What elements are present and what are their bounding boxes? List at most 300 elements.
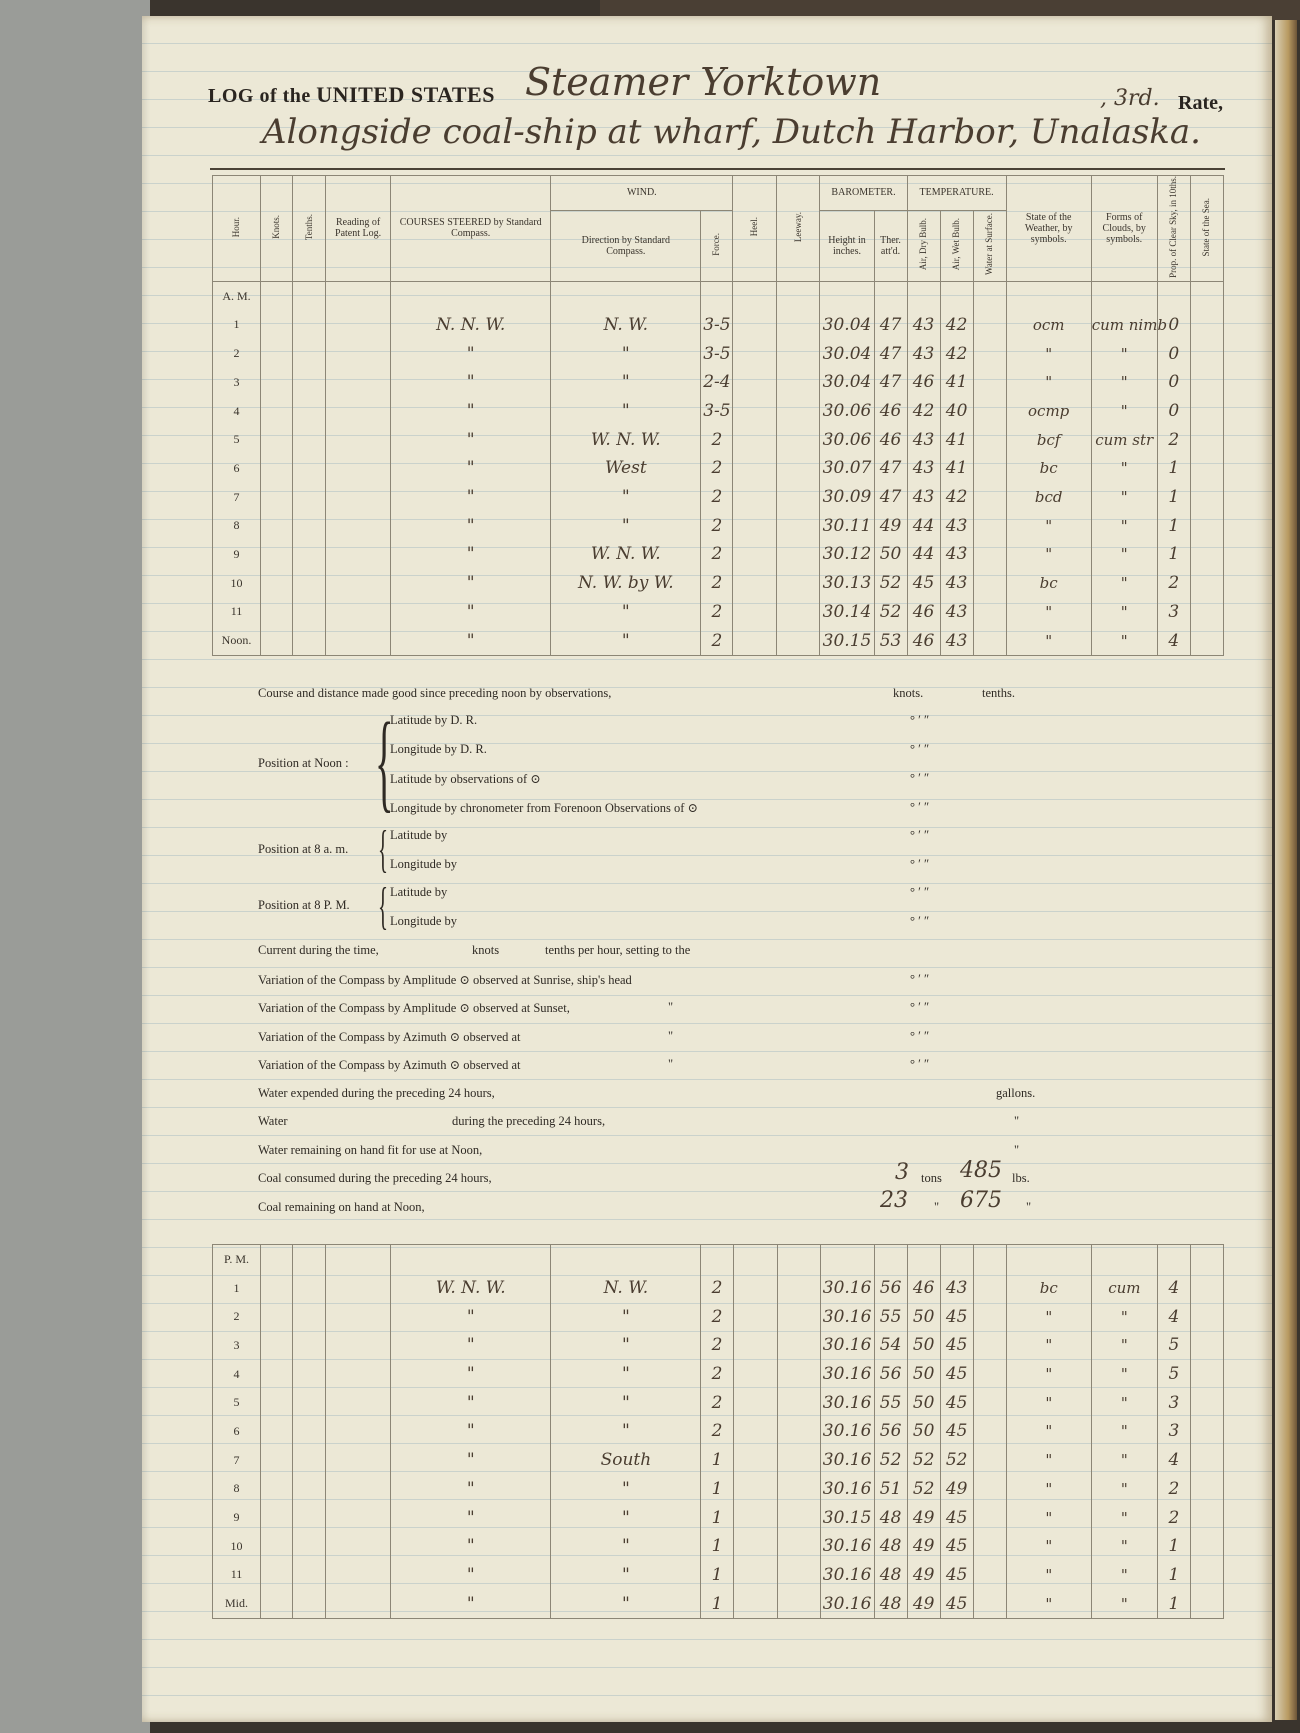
cell-dry: 44 (907, 540, 940, 569)
cell-weather: " (1006, 1589, 1091, 1618)
cell-wet: 42 (940, 339, 973, 368)
cell-wind: " (551, 597, 701, 626)
cell-clear: 4 (1157, 1302, 1190, 1331)
col-wind: WIND. (551, 176, 733, 211)
cell-clouds: " (1091, 339, 1157, 368)
cell-weather: ocmp (1006, 397, 1091, 426)
cell-force: 2 (701, 569, 733, 598)
cell-clear: 1 (1157, 454, 1190, 483)
cell-ther: 48 (874, 1503, 907, 1532)
position-8am-label: Position at 8 a. m. (258, 842, 349, 856)
ship-location: Alongside coal-ship at wharf, Dutch Harbor, Unalaska. (262, 112, 1201, 152)
degree-marks: ° ′ ″ (910, 742, 930, 756)
header-rule (210, 168, 1225, 170)
variation-azimuth-2: Variation of the Compass by Azimuth ⊙ observed at (258, 1058, 521, 1072)
cell-wind: " (551, 1302, 701, 1331)
cell-hour: 8 (213, 511, 261, 540)
cell-clear: 0 (1157, 339, 1190, 368)
cell-clouds: " (1091, 597, 1157, 626)
cell-baro: 30.16 (820, 1561, 874, 1590)
cell-ther: 55 (874, 1388, 907, 1417)
cell-force: 1 (701, 1561, 733, 1590)
cell-course: " (391, 1302, 551, 1331)
cell-clouds: " (1091, 1331, 1157, 1360)
cell-weather: " (1006, 1561, 1091, 1590)
cell-wet: 45 (940, 1532, 973, 1561)
log-row (213, 1475, 1224, 1504)
coal-consumed-lbs: 485 (960, 1158, 1002, 1183)
cell-weather: " (1006, 1417, 1091, 1446)
cell-force: 2 (701, 626, 733, 655)
position-8pm-label: Position at 8 P. M. (258, 898, 350, 912)
cell-weather: bc (1006, 1274, 1091, 1303)
lat-8am-label: Latitude by (390, 828, 448, 842)
cell-baro: 30.15 (820, 1503, 874, 1532)
cell-course: " (391, 626, 551, 655)
log-title: LOG of the UNITED STATES (208, 82, 495, 107)
cell-hour: 3 (213, 1331, 261, 1360)
cell-wet: 41 (940, 454, 973, 483)
cell-weather: " (1006, 1475, 1091, 1504)
cell-baro: 30.04 (820, 311, 874, 340)
degree-marks: ° ′ ″ (910, 828, 930, 842)
cell-ther: 56 (874, 1417, 907, 1446)
cell-clouds: " (1091, 511, 1157, 540)
cell-course: " (391, 454, 551, 483)
cell-wind: N. W. by W. (551, 569, 701, 598)
cell-baro: 30.16 (820, 1331, 874, 1360)
cell-wind: " (551, 339, 701, 368)
water-mid: during the preceding 24 hours, (452, 1114, 606, 1128)
cell-force: 2 (701, 597, 733, 626)
cell-wind: " (551, 1360, 701, 1389)
water-line: Water (258, 1114, 288, 1128)
log-row (213, 1388, 1224, 1417)
cell-clear: 3 (1157, 597, 1190, 626)
cell-wind: " (551, 626, 701, 655)
cell-force: 1 (701, 1503, 733, 1532)
cell-baro: 30.16 (820, 1417, 874, 1446)
cell-dry: 45 (907, 569, 940, 598)
cell-wet: 40 (940, 397, 973, 426)
current-line: Current during the time, (258, 943, 379, 957)
cell-course: " (391, 1331, 551, 1360)
cell-wind: " (551, 1388, 701, 1417)
cell-dry: 46 (907, 597, 940, 626)
vessel-name: Steamer Yorktown (525, 60, 882, 104)
cell-ther: 55 (874, 1302, 907, 1331)
degree-marks: ° ′ ″ (910, 1000, 930, 1014)
degree-marks: ° ′ ″ (910, 885, 930, 899)
cell-hour: 2 (213, 339, 261, 368)
cell-clouds: " (1091, 540, 1157, 569)
cell-dry: 50 (907, 1417, 940, 1446)
cell-baro: 30.16 (820, 1475, 874, 1504)
cell-dry: 43 (907, 454, 940, 483)
cell-ther: 47 (874, 311, 907, 340)
col-sea: State of the Sea. (1190, 176, 1223, 282)
cell-baro: 30.11 (820, 511, 874, 540)
cell-wet: 43 (940, 511, 973, 540)
cell-baro: 30.16 (820, 1589, 874, 1618)
cell-wet: 41 (940, 425, 973, 454)
cell-hour: 4 (213, 397, 261, 426)
cell-dry: 49 (907, 1561, 940, 1590)
cell-force: 2 (701, 1274, 733, 1303)
lat-8pm-label: Latitude by (390, 885, 448, 899)
log-row (213, 311, 1224, 340)
cell-weather: " (1006, 1388, 1091, 1417)
cell-dry: 43 (907, 311, 940, 340)
cell-baro: 30.16 (820, 1388, 874, 1417)
cell-weather: bc (1006, 454, 1091, 483)
cell-course: " (391, 540, 551, 569)
col-height: Height in inches. (820, 210, 874, 281)
cell-course: " (391, 1561, 551, 1590)
cell-wet: 43 (940, 1274, 973, 1303)
cell-clouds: " (1091, 1532, 1157, 1561)
lon-8am-label: Longitude by (390, 857, 458, 871)
cell-ther: 48 (874, 1589, 907, 1618)
cell-hour: 5 (213, 425, 261, 454)
cell-clouds: " (1091, 1475, 1157, 1504)
cell-ther: 51 (874, 1475, 907, 1504)
water-remaining: Water remaining on hand fit for use at Noon, (258, 1143, 483, 1157)
cell-clouds: " (1091, 1417, 1157, 1446)
lon-chron-label: Longitude by chronometer from Forenoon Observations of ⊙ (390, 801, 698, 815)
cell-force: 2-4 (701, 368, 733, 397)
cell-force: 2 (701, 425, 733, 454)
cell-wet: 45 (940, 1417, 973, 1446)
cell-hour: 7 (213, 483, 261, 512)
col-patent-log: Reading of Patent Log. (326, 176, 391, 282)
cell-dry: 43 (907, 425, 940, 454)
am-label: A. M. (213, 281, 261, 310)
cell-weather: " (1006, 1503, 1091, 1532)
col-clouds: Forms of Clouds, by symbols. (1091, 176, 1157, 282)
cell-clear: 5 (1157, 1360, 1190, 1389)
cell-baro: 30.07 (820, 454, 874, 483)
coal-remaining-tons: 23 (880, 1188, 908, 1213)
log-row (213, 626, 1224, 655)
cell-ther: 56 (874, 1360, 907, 1389)
ditto-mark: " (1014, 1114, 1020, 1128)
noon-brace: { (375, 700, 394, 822)
cell-wind: " (551, 1475, 701, 1504)
cell-clear: 1 (1157, 1561, 1190, 1590)
degree-marks: ° ′ ″ (910, 857, 930, 871)
cell-wet: 43 (940, 597, 973, 626)
cell-clouds: cum str (1091, 425, 1157, 454)
col-barometer: BAROMETER. (820, 176, 907, 211)
cell-wind: W. N. W. (551, 540, 701, 569)
cell-ther: 49 (874, 511, 907, 540)
cell-force: 3-5 (701, 311, 733, 340)
log-row (213, 454, 1224, 483)
cell-course: W. N. W. (391, 1274, 551, 1303)
lbs-label: lbs. (1012, 1171, 1030, 1185)
cell-weather: bcf (1006, 425, 1091, 454)
degree-marks: ° ′ ″ (910, 972, 930, 986)
cell-wet: 45 (940, 1589, 973, 1618)
cell-dry: 49 (907, 1589, 940, 1618)
cell-clear: 1 (1157, 511, 1190, 540)
degree-marks: ° ′ ″ (910, 800, 930, 814)
log-row (213, 368, 1224, 397)
cell-course: " (391, 425, 551, 454)
cell-wet: 45 (940, 1388, 973, 1417)
cell-dry: 50 (907, 1302, 940, 1331)
cell-dry: 42 (907, 397, 940, 426)
cell-clear: 3 (1157, 1417, 1190, 1446)
log-row (213, 597, 1224, 626)
lat-dr-label: Latitude by D. R. (390, 713, 478, 727)
col-wind-direction: Direction by Standard Compass. (551, 210, 701, 281)
cell-course: " (391, 569, 551, 598)
cell-course: " (391, 511, 551, 540)
coal-remaining: Coal remaining on hand at Noon, (258, 1200, 425, 1214)
cell-baro: 30.16 (820, 1274, 874, 1303)
cell-dry: 52 (907, 1446, 940, 1475)
log-row (213, 1302, 1224, 1331)
cell-weather: " (1006, 1360, 1091, 1389)
coal-consumed-tons: 3 (895, 1160, 909, 1185)
cell-weather: bcd (1006, 483, 1091, 512)
log-row (213, 1589, 1224, 1618)
cell-wet: 45 (940, 1561, 973, 1590)
cell-hour: Noon. (213, 626, 261, 655)
col-clear-sky: Prop. of Clear Sky, in 10ths. (1157, 176, 1190, 282)
8pm-brace: { (378, 878, 388, 935)
log-row (213, 1274, 1224, 1303)
cell-wet: 43 (940, 540, 973, 569)
cell-baro: 30.13 (820, 569, 874, 598)
cell-wet: 52 (940, 1446, 973, 1475)
cell-wet: 45 (940, 1302, 973, 1331)
cell-force: 2 (701, 1417, 733, 1446)
log-row (213, 569, 1224, 598)
tons-label: tons (921, 1171, 942, 1185)
cell-dry: 50 (907, 1388, 940, 1417)
cell-clear: 3 (1157, 1388, 1190, 1417)
cell-ther: 47 (874, 454, 907, 483)
log-row (213, 1331, 1224, 1360)
col-water-surface: Water at Surface. (973, 210, 1006, 281)
cell-weather: ocm (1006, 311, 1091, 340)
cell-baro: 30.16 (820, 1446, 874, 1475)
cell-weather: " (1006, 1331, 1091, 1360)
cell-wind: West (551, 454, 701, 483)
variation-sunrise: Variation of the Compass by Amplitude ⊙ observed at Sunrise, ship's head (258, 973, 632, 987)
cell-course: N. N. W. (391, 311, 551, 340)
cell-hour: 2 (213, 1302, 261, 1331)
cell-course: " (391, 339, 551, 368)
cell-clouds: " (1091, 1589, 1157, 1618)
cell-hour: 6 (213, 454, 261, 483)
log-row (213, 397, 1224, 426)
cell-baro: 30.06 (820, 397, 874, 426)
cell-ther: 47 (874, 483, 907, 512)
cell-wet: 43 (940, 626, 973, 655)
cell-force: 2 (701, 1388, 733, 1417)
cell-wet: 43 (940, 569, 973, 598)
cell-course: " (391, 597, 551, 626)
cell-weather: " (1006, 1532, 1091, 1561)
cell-course: " (391, 1532, 551, 1561)
cell-dry: 49 (907, 1532, 940, 1561)
degree-marks: ° ′ ″ (910, 914, 930, 928)
cell-force: 2 (701, 483, 733, 512)
cell-wind: W. N. W. (551, 425, 701, 454)
log-row (213, 1417, 1224, 1446)
ditto-mark: " (1014, 1143, 1020, 1157)
ditto-mark: " (668, 1029, 674, 1043)
cell-hour: 5 (213, 1388, 261, 1417)
cell-baro: 30.16 (820, 1360, 874, 1389)
cell-wet: 45 (940, 1331, 973, 1360)
cell-force: 2 (701, 1302, 733, 1331)
lat-obs-label: Latitude by observations of ⊙ (390, 772, 541, 786)
cell-weather: " (1006, 368, 1091, 397)
page-edge (1275, 20, 1297, 1720)
cell-wind: N. W. (551, 311, 701, 340)
col-weather: State of the Weather, by symbols. (1006, 176, 1091, 282)
cell-clouds: " (1091, 368, 1157, 397)
cell-wind: " (551, 1532, 701, 1561)
cell-force: 1 (701, 1475, 733, 1504)
cell-clear: 4 (1157, 1274, 1190, 1303)
log-row (213, 1561, 1224, 1590)
col-heel: Heel. (733, 176, 777, 282)
cell-hour: 8 (213, 1475, 261, 1504)
log-row (213, 1360, 1224, 1389)
cell-dry: 43 (907, 339, 940, 368)
cell-force: 2 (701, 454, 733, 483)
cell-wind: " (551, 1561, 701, 1590)
cell-clouds: " (1091, 569, 1157, 598)
cell-clouds: " (1091, 1561, 1157, 1590)
cell-hour: Mid. (213, 1589, 261, 1618)
log-row (213, 511, 1224, 540)
col-courses: COURSES STEERED by Standard Compass. (391, 176, 551, 282)
log-row (213, 483, 1224, 512)
cell-baro: 30.04 (820, 368, 874, 397)
cell-ther: 52 (874, 597, 907, 626)
cell-course: " (391, 397, 551, 426)
cell-clear: 4 (1157, 626, 1190, 655)
cell-hour: 11 (213, 1561, 261, 1590)
cell-ther: 47 (874, 368, 907, 397)
cell-clear: 4 (1157, 1446, 1190, 1475)
cell-dry: 52 (907, 1475, 940, 1504)
cell-dry: 49 (907, 1503, 940, 1532)
cell-wind: " (551, 397, 701, 426)
log-row (213, 540, 1224, 569)
cell-dry: 46 (907, 368, 940, 397)
cell-force: 2 (701, 1360, 733, 1389)
cell-clear: 0 (1157, 368, 1190, 397)
cell-wind: " (551, 1417, 701, 1446)
cell-baro: 30.09 (820, 483, 874, 512)
cell-course: " (391, 1589, 551, 1618)
cell-dry: 44 (907, 511, 940, 540)
coal-consumed: Coal consumed during the preceding 24 hours, (258, 1171, 492, 1185)
cell-weather: " (1006, 339, 1091, 368)
cell-wet: 49 (940, 1475, 973, 1504)
cell-force: 1 (701, 1532, 733, 1561)
cell-hour: 1 (213, 311, 261, 340)
col-temperature: TEMPERATURE. (907, 176, 1006, 211)
current-rest: tenths per hour, setting to the (545, 943, 691, 957)
cell-wind: " (551, 368, 701, 397)
cell-clouds: cum nimb (1091, 311, 1157, 340)
cell-hour: 10 (213, 569, 261, 598)
cell-baro: 30.04 (820, 339, 874, 368)
cell-hour: 9 (213, 540, 261, 569)
variation-azimuth-1: Variation of the Compass by Azimuth ⊙ observed at (258, 1030, 521, 1044)
cell-clear: 2 (1157, 425, 1190, 454)
col-hour: Hour. (213, 176, 261, 282)
cell-clouds: " (1091, 454, 1157, 483)
cell-hour: 3 (213, 368, 261, 397)
cell-hour: 10 (213, 1532, 261, 1561)
cell-course: " (391, 1503, 551, 1532)
cell-force: 2 (701, 511, 733, 540)
cell-clear: 0 (1157, 311, 1190, 340)
coal-remaining-lbs: 675 (960, 1188, 1002, 1213)
cell-clouds: " (1091, 483, 1157, 512)
cell-wind: " (551, 1589, 701, 1618)
cell-weather: " (1006, 626, 1091, 655)
degree-marks: ° ′ ″ (910, 771, 930, 785)
cell-wind: " (551, 483, 701, 512)
log-row (213, 1532, 1224, 1561)
lon-8pm-label: Longitude by (390, 914, 458, 928)
water-expended: Water expended during the preceding 24 hours, (258, 1086, 495, 1100)
course-knots-label: knots. (893, 686, 924, 700)
cell-clear: 2 (1157, 1475, 1190, 1504)
cell-ther: 52 (874, 569, 907, 598)
cell-clouds: " (1091, 1360, 1157, 1389)
cell-wet: 41 (940, 368, 973, 397)
ditto-mark: " (1026, 1200, 1032, 1214)
col-air-wet: Air, Wet Bulb. (940, 210, 973, 281)
cell-weather: " (1006, 1446, 1091, 1475)
cell-weather: " (1006, 1302, 1091, 1331)
8am-brace: { (378, 821, 388, 878)
cell-course: " (391, 368, 551, 397)
cell-weather: " (1006, 597, 1091, 626)
cell-clear: 1 (1157, 1589, 1190, 1618)
position-noon-label: Position at Noon : (258, 756, 349, 770)
cell-hour: 4 (213, 1360, 261, 1389)
cell-ther: 52 (874, 1446, 907, 1475)
variation-sunset: Variation of the Compass by Amplitude ⊙ observed at Sunset, (258, 1001, 570, 1015)
cell-wind: " (551, 1331, 701, 1360)
cell-ther: 46 (874, 425, 907, 454)
cell-hour: 11 (213, 597, 261, 626)
cell-dry: 46 (907, 626, 940, 655)
cell-clouds: " (1091, 1503, 1157, 1532)
lon-dr-label: Longitude by D. R. (390, 742, 487, 756)
course-tenths-label: tenths. (982, 686, 1015, 700)
cell-course: " (391, 1446, 551, 1475)
rate-label: Rate, (1178, 92, 1223, 114)
gallons-label: gallons. (996, 1086, 1036, 1100)
cell-wind: South (551, 1446, 701, 1475)
cell-baro: 30.12 (820, 540, 874, 569)
cell-ther: 53 (874, 626, 907, 655)
